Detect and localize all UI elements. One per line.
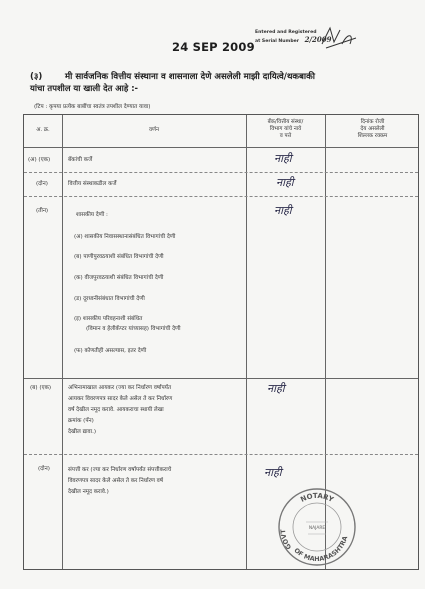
registration-line-1: Entered and Registered [255,30,317,35]
row-b-number: (ब) (एक) [30,385,52,391]
seal-top-text: NOTARY [299,491,335,504]
sub-item-a: (अ) शासकीय निवासस्थानासंबंधित विभागांची देणी [74,234,176,240]
sub-item-e-cont: (विमान व हेलीकॅप्टर यांच्यासह) विभागांची देणी [86,326,181,332]
header-serial: अ. क्र. [36,127,50,133]
row-1-description: बँकांची कर्जे [68,157,93,163]
registration-label: at Serial Number [255,38,300,44]
seal-left-text: GOVT [279,528,294,551]
row-2-entry: नाही [276,176,294,189]
row-2-description: वित्तीय संस्थाकडील कर्जे [68,181,117,187]
svg-text:OF MAHARASHTRA [292,535,349,563]
row-1-number: (अ) (एक) [28,157,51,163]
row-3-description: शासकीय देणी : [76,212,108,218]
row-c-number: (दोन) [38,466,50,472]
section-number: (३) [30,72,43,82]
row-3-number: (तीन) [36,208,49,214]
header-description: वर्णन [149,127,159,133]
section-heading-line-1: मी सार्वजनिक वित्तीय संस्थाना व शासनाला देणे असलेली माझी दायित्वे/थकबाकी [65,72,315,82]
sub-item-f: (फ) कोणतीही असल्यास, इतर देणी [74,348,147,354]
seal-name-text: NAJARE [308,526,326,531]
row-3-entry: नाही [274,204,292,217]
header-balance: दिनांक रोजी देय असलेली शिल्लक रक्कम [357,119,388,139]
liabilities-table [23,114,419,570]
section-note: (टिप : कृपया प्रत्येक बाबींचा स्वतंत्र तपशील देण्यात यावा) [34,104,151,110]
sub-item-d: (ड) दूरध्वनीसंबंधात विभागांची देणी [74,296,145,302]
svg-text:GOVT [279,528,293,551]
seal-bottom-text: OF MAHARASHTRA [292,535,350,564]
sub-item-b: (ब) पाणीपुरवठयाशी संबंधित विभागांची देणी [74,254,164,260]
svg-text:NOTARY [299,492,335,504]
row-c-description: संपत्ती कर (ज्या कर निर्धारण वर्षापर्यंत संपत्तीकराचे विवरणपत्र सादर केले असेल ते कर निर्धारण वर्ष देखील नमूद करावे.) [68,467,172,495]
row-2-number: (दोन) [36,181,48,187]
registration-number: 2/2009 [304,34,332,44]
signature-mark-top [320,24,360,52]
row-c-entry: नाही [264,466,282,479]
section-heading [30,70,315,82]
row-1-entry: नाही [274,152,292,165]
row-b-description: अभिनामाखाल आयकर (ज्या कर निर्धारण वर्षापर्यंत आयकर विवरणपत्र सादर केले असेल ते कर निर्धारण वर्ष देखील नमूद करावे. आयकराचा स्थायी लेखा क्रमांक (पॅन) देखील द्यावा.) [68,385,173,435]
header-institution: बँक/वित्तीय संस्था/ विभाग यांचे नावे व पत्ते [267,119,304,139]
section-heading-line-2: यांचा तपशील या खाली देत आहे :- [30,83,139,93]
notary-seal [276,486,358,568]
sub-item-e: (इ) शासकीय परिवहनाशी संबंधित [74,316,143,322]
sub-item-c: (क) वीजपुरवठयाशी संबंधित विभागांची देणी [74,275,164,281]
date-stamp: 24 SEP 2009 [172,40,255,54]
row-b-entry: नाही [267,382,285,395]
